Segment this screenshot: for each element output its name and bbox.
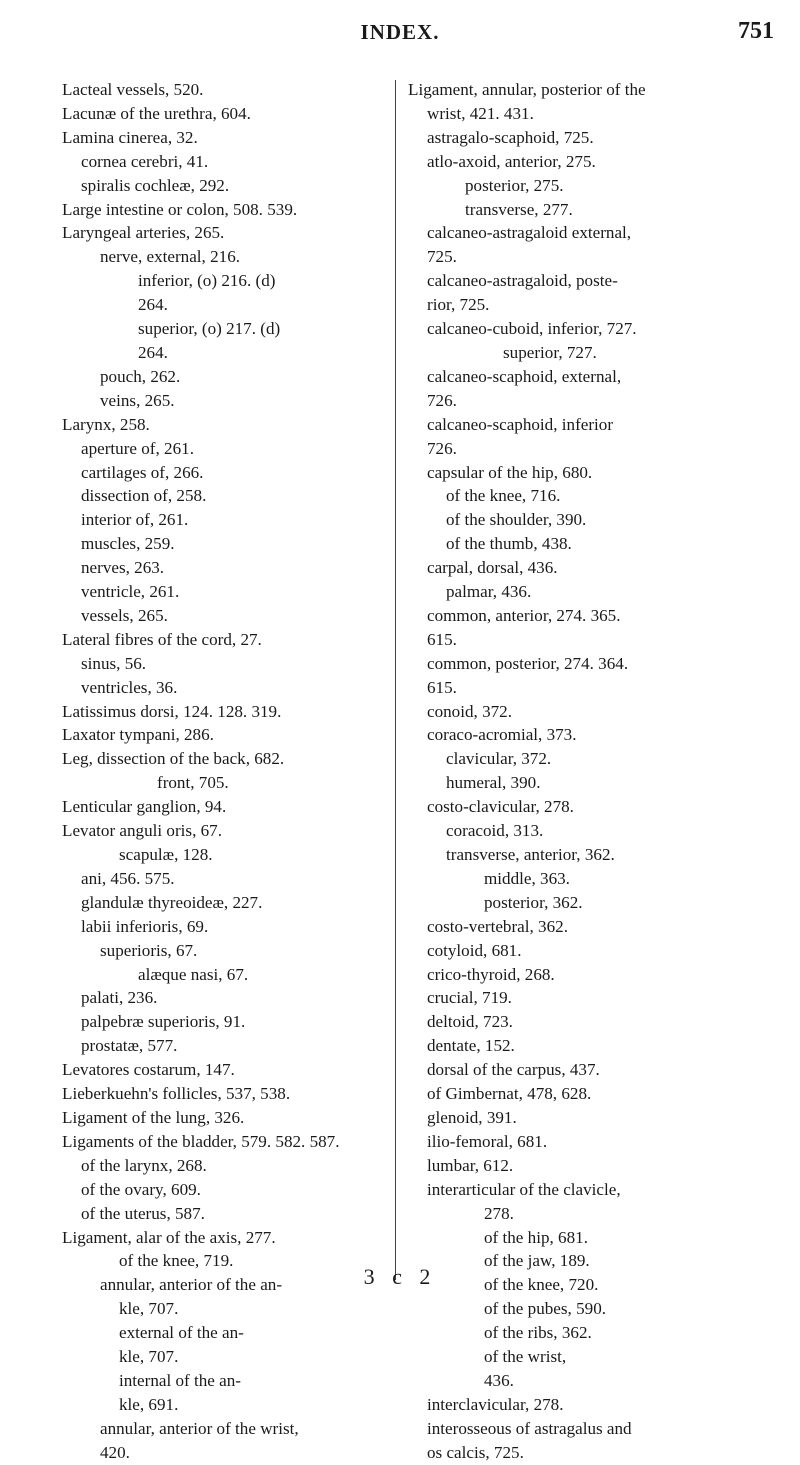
index-entry: of the uterus, 587. — [81, 1203, 205, 1223]
index-entry: costo-vertebral, 362. — [427, 916, 568, 936]
index-entry: inferior, (o) 216. (d) — [138, 271, 276, 291]
index-entry: Lacunæ of the urethra, 604. — [62, 103, 251, 123]
index-entry: 726. — [427, 438, 457, 458]
index-entry: wrist, 421. 431. — [427, 103, 534, 123]
index-entry: coracoid, 313. — [446, 821, 544, 841]
index-entry: calcaneo-astragaloid, poste- — [427, 271, 618, 291]
index-entry: transverse, anterior, 362. — [446, 845, 615, 864]
index-entry: Ligament of the lung, 326. — [62, 1107, 245, 1127]
index-entry: atlo-axoid, anterior, 275. — [427, 151, 596, 171]
index-entry: cotyloid, 681. — [427, 940, 522, 960]
index-entry: pouch, 262. — [100, 366, 181, 386]
index-entry: common, anterior, 274. 365. — [427, 605, 621, 625]
index-entry: interclavicular, 278. — [427, 1394, 564, 1414]
index-entry: of the larynx, 268. — [81, 1155, 207, 1175]
index-entry: annular, anterior of the an- — [100, 1275, 283, 1295]
index-entry: palati, 236. — [81, 988, 158, 1008]
index-entry: internal of the an- — [119, 1370, 241, 1390]
index-entry: of the pubes, 590. — [484, 1299, 607, 1319]
index-column-left — [62, 78, 392, 1465]
index-entry: of the ribs, 362. — [484, 1323, 592, 1343]
index-entry: prostatæ, 577. — [81, 1036, 178, 1056]
index-entry: Lacteal vessels, 520. — [62, 80, 204, 99]
index-entry: Lateral fibres of the cord, 27. — [62, 629, 262, 649]
index-entry: Latissimus dorsi, 124. 128. 319. — [62, 701, 282, 721]
index-entry: muscles, 259. — [81, 534, 175, 554]
index-entry: Ligament, annular, posterior of the — [408, 80, 646, 99]
index-entry: posterior, 275. — [465, 175, 564, 195]
index-entry: of the thumb, 438. — [446, 534, 572, 554]
index-entry: annular, anterior of the wrist, — [100, 1418, 299, 1438]
index-entry: spiralis cochleæ, 292. — [81, 175, 230, 195]
index-entry: superior, (o) 217. (d) — [138, 319, 281, 339]
column-divider — [395, 80, 396, 1280]
index-entry: astragalo-scaphoid, 725. — [427, 127, 594, 147]
index-entry: Lieberkuehn's follicles, 537, 538. — [62, 1084, 291, 1104]
index-entry: coraco-acromial, 373. — [427, 725, 577, 745]
index-entry: vessels, 265. — [81, 605, 168, 625]
index-entry: cartilages of, 266. — [81, 462, 204, 482]
index-entry: interarticular of the clavicle, — [427, 1179, 621, 1199]
index-entry: of the wrist, — [484, 1347, 567, 1367]
index-entry: 278. — [484, 1203, 514, 1223]
index-entry: costo-clavicular, 278. — [427, 797, 574, 817]
index-entry: Levator anguli oris, 67. — [62, 821, 222, 841]
page-number: 751 — [738, 18, 774, 44]
index-entry: external of the an- — [119, 1323, 244, 1343]
index-entry: deltoid, 723. — [427, 1012, 513, 1032]
index-entry: of Gimbernat, 478, 628. — [427, 1084, 592, 1104]
index-entry: calcaneo-scaphoid, external, — [427, 366, 622, 386]
index-entry: conoid, 372. — [427, 701, 512, 721]
index-entry: interosseous of astragalus and — [427, 1418, 632, 1438]
index-entry: ani, 456. 575. — [81, 868, 175, 888]
index-entry: aperture of, 261. — [81, 438, 194, 458]
index-entry: of the knee, 720. — [484, 1275, 599, 1295]
index-entry: posterior, 362. — [484, 892, 583, 912]
index-entry: nerve, external, 216. — [100, 247, 241, 267]
index-entry: glenoid, 391. — [427, 1107, 517, 1127]
index-entry: front, 705. — [157, 773, 229, 793]
index-entry: ventricle, 261. — [81, 582, 180, 602]
index-entry: ilio-femoral, 681. — [427, 1131, 548, 1151]
index-entry: 615. — [427, 629, 457, 649]
index-entry: Large intestine or colon, 508. 539. — [62, 199, 298, 219]
index-entry: scapulæ, 128. — [119, 845, 213, 864]
index-entry: dorsal of the carpus, 437. — [427, 1060, 600, 1080]
index-column-right — [408, 78, 768, 1465]
index-entry: superioris, 67. — [100, 940, 198, 960]
index-entry: of the knee, 716. — [446, 486, 561, 506]
index-entry: calcaneo-astragaloid external, — [427, 223, 632, 243]
index-entry: Levatores costarum, 147. — [62, 1060, 235, 1080]
index-entry: Laryngeal arteries, 265. — [62, 223, 225, 243]
index-entry: labii inferioris, 69. — [81, 916, 209, 936]
index-entry: 725. — [427, 247, 457, 267]
index-entry: lumbar, 612. — [427, 1155, 514, 1175]
index-entry: calcaneo-scaphoid, inferior — [427, 414, 614, 434]
index-entry: 420. — [100, 1442, 130, 1462]
index-entry: kle, 707. — [119, 1347, 179, 1367]
index-entry: carpal, dorsal, 436. — [427, 558, 558, 578]
index-entry: calcaneo-cuboid, inferior, 727. — [427, 319, 637, 339]
index-entry: palpebræ superioris, 91. — [81, 1012, 246, 1032]
index-entry: veins, 265. — [100, 390, 175, 410]
running-head-title: INDEX. — [360, 20, 440, 44]
signature-mark: 3 c 2 — [363, 1264, 437, 1289]
index-entry: interior of, 261. — [81, 510, 189, 530]
index-entry: 264. — [138, 342, 168, 362]
index-entry: capsular of the hip, 680. — [427, 462, 593, 482]
index-entry: alæque nasi, 67. — [138, 964, 249, 984]
index-entry: Ligaments of the bladder, 579. 582. 587. — [62, 1131, 340, 1151]
index-entry: superior, 727. — [503, 342, 597, 362]
index-entry: Leg, dissection of the back, 682. — [62, 749, 285, 769]
index-entry: middle, 363. — [484, 868, 570, 888]
index-entry: humeral, 390. — [446, 773, 541, 793]
index-entry: ventricles, 36. — [81, 677, 178, 697]
index-entry: 264. — [138, 295, 168, 315]
index-entry: of the ovary, 609. — [81, 1179, 201, 1199]
index-entry: common, posterior, 274. 364. — [427, 653, 629, 673]
index-entry: Ligament, alar of the axis, 277. — [62, 1227, 276, 1247]
index-entry: crico-thyroid, 268. — [427, 964, 555, 984]
index-entry: of the hip, 681. — [484, 1227, 588, 1247]
index-entry: dentate, 152. — [427, 1036, 515, 1056]
index-entry: glandulæ thyreoideæ, 227. — [81, 892, 263, 912]
index-entry: Lamina cinerea, 32. — [62, 127, 198, 147]
index-entry: of the jaw, 189. — [484, 1251, 590, 1271]
index-entry: Laxator tympani, 286. — [62, 725, 214, 745]
index-entry: sinus, 56. — [81, 653, 147, 673]
index-entry: nerves, 263. — [81, 558, 165, 578]
index-entry: kle, 707. — [119, 1299, 179, 1319]
index-entry: kle, 691. — [119, 1394, 179, 1414]
index-entry: os calcis, 725. — [427, 1442, 524, 1462]
index-entry: of the shoulder, 390. — [446, 510, 587, 530]
index-entry: clavicular, 372. — [446, 749, 552, 769]
index-entry: 726. — [427, 390, 457, 410]
index-entry: Lenticular ganglion, 94. — [62, 797, 227, 817]
index-entry: of the knee, 719. — [119, 1251, 234, 1271]
index-entry: dissection of, 258. — [81, 486, 207, 506]
index-entry: palmar, 436. — [446, 582, 532, 602]
index-entry: rior, 725. — [427, 295, 490, 315]
index-entry: crucial, 719. — [427, 988, 512, 1008]
index-entry: 615. — [427, 677, 457, 697]
index-entry: 436. — [484, 1370, 514, 1390]
index-entry: Larynx, 258. — [62, 414, 150, 434]
index-entry: transverse, 277. — [465, 199, 573, 219]
index-entry: cornea cerebri, 41. — [81, 151, 209, 171]
